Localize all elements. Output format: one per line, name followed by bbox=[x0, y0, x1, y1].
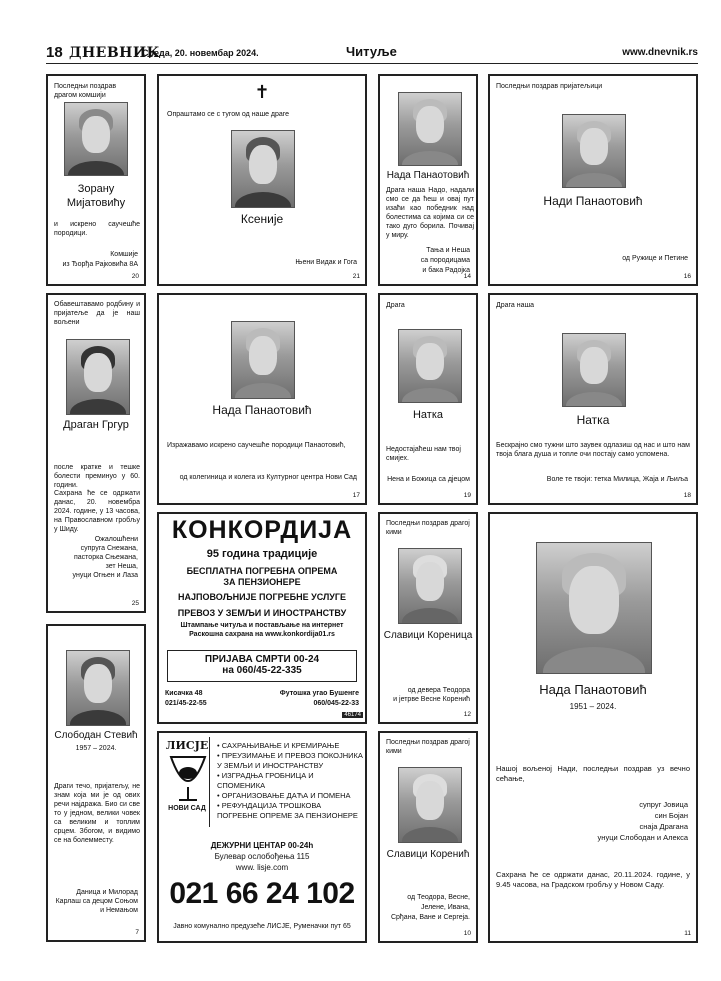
signature: зет Неша, bbox=[105, 563, 138, 570]
signature: Тања и Неша bbox=[426, 247, 470, 254]
signature: син Бојан bbox=[654, 811, 688, 820]
lisje-city: НОВИ САД bbox=[168, 805, 206, 812]
lisje-address: Булевар ослобођења 115 bbox=[214, 852, 310, 861]
signature: Комшије bbox=[110, 251, 138, 258]
page-number: 18 bbox=[46, 44, 63, 61]
obituary-21 bbox=[157, 74, 367, 286]
website-line[interactable]: Раскошна сахрана на www.konkordija01.rs bbox=[189, 631, 335, 638]
phone-1: 021/45-22-55 bbox=[165, 700, 207, 707]
condolence-text: Драга наша Надо, надали смо се да ћеш и овај пут изаћи као победник над болестима са којима си се тако дуго борила. Почивај у миру. bbox=[386, 187, 474, 239]
service-item: • САХРАЊИВАЊЕ И КРЕМИРАЊЕ bbox=[217, 741, 340, 750]
signature: од Ружице и Петине bbox=[622, 255, 688, 262]
deceased-name: Славици Коренић bbox=[386, 849, 470, 860]
phone-2: 060/045-22-33 bbox=[313, 700, 359, 707]
service-list bbox=[217, 741, 363, 821]
service-line: Штампање читуља и постављање на интернет bbox=[180, 622, 344, 629]
signature: супруг Јовица bbox=[639, 800, 688, 809]
signature: и бака Радојка bbox=[422, 267, 470, 274]
condolence-text: Недостајаћеш нам твој смијех. bbox=[386, 446, 461, 462]
obituary-18 bbox=[488, 293, 698, 505]
service-line: НАЈПОВОЉНИЈЕ ПОГРЕБНЕ УСЛУГЕ bbox=[177, 592, 346, 602]
lisje-ad bbox=[157, 731, 367, 943]
portrait-photo bbox=[536, 542, 652, 674]
signature: пасторка Сњежана, bbox=[74, 554, 138, 561]
deceased-name: Нада Панаотовић bbox=[386, 170, 470, 181]
service-line: БЕСПЛАТНА ПОГРЕБНА ОПРЕМА bbox=[186, 566, 338, 576]
report-line: ПРИЈАВА СМРТИ 00-24 bbox=[204, 654, 320, 665]
bullet-icon: • bbox=[217, 771, 222, 780]
portrait-photo bbox=[64, 102, 128, 176]
condolence-text: и искрено саучешће породици. bbox=[54, 221, 140, 237]
life-years: 1957 – 2024. bbox=[75, 745, 117, 752]
page-header bbox=[46, 44, 698, 64]
portrait-photo bbox=[562, 333, 626, 407]
ad-code: 46174 bbox=[344, 712, 361, 718]
death-notice: после кратке и тешке болести преминуо у 60. години. bbox=[54, 464, 140, 489]
obituary-17 bbox=[157, 293, 367, 505]
intro-text: Опраштамо се с тугом од наше драге bbox=[167, 111, 290, 118]
bullet-icon: • bbox=[217, 801, 222, 810]
condolence-text: Бескрајно смо тужни што заувек одлазиш од нас и што нам твоја блага душа и топле очи постају само успомена. bbox=[496, 442, 690, 458]
konkordija-ad bbox=[157, 512, 367, 724]
ad-number: 12 bbox=[463, 711, 471, 718]
portrait-photo bbox=[398, 548, 462, 624]
signature: Јелене, Ивана, bbox=[420, 904, 470, 911]
signature: супруга Снежана, bbox=[80, 545, 138, 552]
death-report-box[interactable] bbox=[167, 650, 357, 682]
service-item: • ПРЕУЗИМАЊЕ И ПРЕВОЗ ПОКОЈНИКА У ЗЕМЉИ И ИНОСТРАНСТВУ bbox=[217, 751, 363, 770]
lisje-web[interactable]: www. lisje.com bbox=[235, 863, 289, 872]
ad-number: 16 bbox=[683, 273, 691, 280]
address-1: Кисачка 48 bbox=[165, 690, 203, 697]
cross-icon: ✝ bbox=[254, 82, 270, 102]
bullet-icon: • bbox=[217, 741, 222, 750]
deceased-name: Натка bbox=[412, 409, 444, 421]
life-years: 1951 – 2024. bbox=[569, 702, 617, 711]
website-link[interactable]: www.dnevnik.rs bbox=[622, 47, 698, 58]
lisje-phone[interactable]: 021 66 24 102 bbox=[169, 877, 355, 910]
deceased-name: Нада Панаотовић bbox=[539, 682, 647, 697]
issue-date: Среда, 20. новембар 2024. bbox=[142, 48, 259, 58]
ad-number: 25 bbox=[131, 600, 139, 607]
deceased-name: Нади Панаотовић bbox=[543, 194, 643, 208]
ad-number: 7 bbox=[135, 929, 139, 936]
signature: снаја Драгана bbox=[639, 822, 688, 831]
ad-number: 18 bbox=[683, 492, 691, 499]
signature: унуци Огњен и Лаза bbox=[72, 572, 138, 579]
portrait-photo bbox=[231, 130, 295, 208]
ad-number: 19 bbox=[463, 492, 471, 499]
signature: од колегиница и колега из Културног центра Нови Сад bbox=[179, 474, 357, 481]
duty-center: ДЕЖУРНИ ЦЕНТАР 00-24h bbox=[210, 841, 314, 850]
condolence-text: Изражавамо искрено саучешће породици Панаотовић, bbox=[167, 442, 346, 449]
divider bbox=[209, 737, 213, 827]
lisje-emblem-icon bbox=[167, 753, 209, 803]
service-item: • ИЗГРАДЊА ГРОБНИЦА И СПОМЕНИКА bbox=[217, 771, 314, 790]
deceased-name: Славици Кореницa bbox=[383, 630, 473, 641]
signature: од Теодора, Весне, bbox=[407, 894, 470, 901]
report-phone: на 060/45-22-335 bbox=[222, 665, 302, 676]
ad-number: 14 bbox=[463, 273, 471, 280]
service-line: ЗА ПЕНЗИОНЕРЕ bbox=[223, 577, 301, 587]
deceased-name: Драган Гргур bbox=[63, 419, 129, 431]
deceased-name: Зорану Мијатовићу bbox=[66, 183, 126, 209]
funeral-info: Сахрана ће се одржати данас, 20. новембра 2024. године, у 13 часова, на Православном гробљу у Шиду. bbox=[54, 490, 140, 533]
portrait-photo bbox=[398, 92, 462, 166]
ad-number: 17 bbox=[352, 492, 360, 499]
signature: Њени Видак и Гога bbox=[295, 259, 357, 266]
ad-number: 10 bbox=[463, 930, 471, 937]
company-name: КОНКОРДИЈА bbox=[171, 516, 353, 544]
signature: од девера Теодора bbox=[407, 687, 470, 694]
ad-number: 21 bbox=[352, 273, 360, 280]
signature: Даница и Милорад Карлаш са децом Соњом и Немањом bbox=[55, 889, 138, 914]
obituary-7 bbox=[46, 624, 146, 942]
obituary-16 bbox=[488, 74, 698, 286]
intro-text: Обавештавамо родбину и пријатеље да је наш вољени bbox=[54, 301, 140, 326]
lisje-footer: Јавно комунално предузеће ЛИСЈЕ, Руменачки пут 65 bbox=[173, 923, 351, 930]
intro-text: Последњи поздрав пријатељици bbox=[496, 83, 603, 90]
portrait-photo bbox=[231, 321, 295, 399]
newspaper-logo: ДНЕВНИК bbox=[69, 45, 160, 61]
ad-number: 20 bbox=[131, 273, 139, 280]
tagline: 95 година традиције bbox=[206, 548, 318, 560]
portrait-photo bbox=[562, 114, 626, 188]
deceased-name: Слободан Стевић bbox=[54, 730, 138, 741]
intro-text: Последњи поздрав драгој кими bbox=[386, 520, 470, 536]
deceased-name: Ксеније bbox=[240, 212, 284, 226]
portrait-photo bbox=[398, 329, 462, 403]
signature: Нена и Божица са дјецом bbox=[387, 476, 470, 483]
ad-number: 11 bbox=[684, 930, 691, 937]
signature: из Ђорђа Рајковића 8А bbox=[62, 261, 138, 268]
obituary-10 bbox=[378, 731, 478, 943]
service-line: ПРЕВОЗ У ЗЕМЉИ И ИНОСТРАНСТВУ bbox=[177, 608, 347, 618]
intro-text: Последњи поздрав драгом комшији bbox=[54, 83, 117, 99]
lisje-logo: ЛИСЈЕ bbox=[165, 739, 209, 752]
obituary-19 bbox=[378, 293, 478, 505]
service-item: • РЕФУНДАЦИЈА ТРОШКОВА ПОГРЕБНЕ ОПРЕМЕ ЗА ПЕНЗИОНЕРЕ bbox=[217, 801, 358, 820]
signature: Ожалошћени bbox=[94, 536, 138, 543]
portrait-photo bbox=[398, 767, 462, 843]
condolence-text: Драги течо, пријатељу, не знам која ми је од ових речи најдража. Био си све то у једном, велики човек са великим и топлим срцем. Збогом, и видимо се на болемместу. bbox=[54, 783, 140, 844]
intro-text: Драга наша bbox=[496, 302, 535, 309]
service-item: • ОРГАНИЗОВАЊЕ ДАЋА И ПОМЕНА bbox=[217, 791, 351, 800]
obituary-12 bbox=[378, 512, 478, 724]
signature: и јетрве Весне Коренић bbox=[393, 696, 470, 703]
deceased-name: Натка bbox=[576, 413, 610, 427]
obituary-20 bbox=[46, 74, 146, 286]
intro-text: Драга bbox=[386, 302, 405, 309]
signature: Воле те твоји: тетка Милица, Жаја и Љиља bbox=[546, 476, 688, 483]
obituary-25 bbox=[46, 293, 146, 613]
funeral-info: Сахрана ће се одржати данас, 20.11.2024. године, у 9.45 часова, на Градском гробљу у Новом Саду. bbox=[496, 870, 690, 889]
obituary-14 bbox=[378, 74, 478, 286]
bullet-icon: • bbox=[217, 751, 222, 760]
portrait-photo bbox=[66, 650, 130, 726]
signature: Срђана, Ване и Сергеја. bbox=[390, 914, 470, 921]
deceased-name: Нада Панаотовић bbox=[212, 403, 312, 417]
intro-text: Последњи поздрав драгој кими bbox=[386, 739, 470, 755]
signature: са породицама bbox=[420, 257, 470, 264]
condolence-text: Нашој вољеној Нади, последњи поздрав уз вечно сећање, bbox=[496, 764, 690, 783]
obituary-11 bbox=[488, 512, 698, 943]
section-title: Читуље bbox=[346, 44, 397, 59]
bullet-icon: • bbox=[217, 791, 222, 800]
signature: унуци Слободан и Алекса bbox=[597, 833, 688, 842]
portrait-photo bbox=[66, 339, 130, 415]
address-2: Футошка угао Бушенге bbox=[279, 690, 359, 697]
